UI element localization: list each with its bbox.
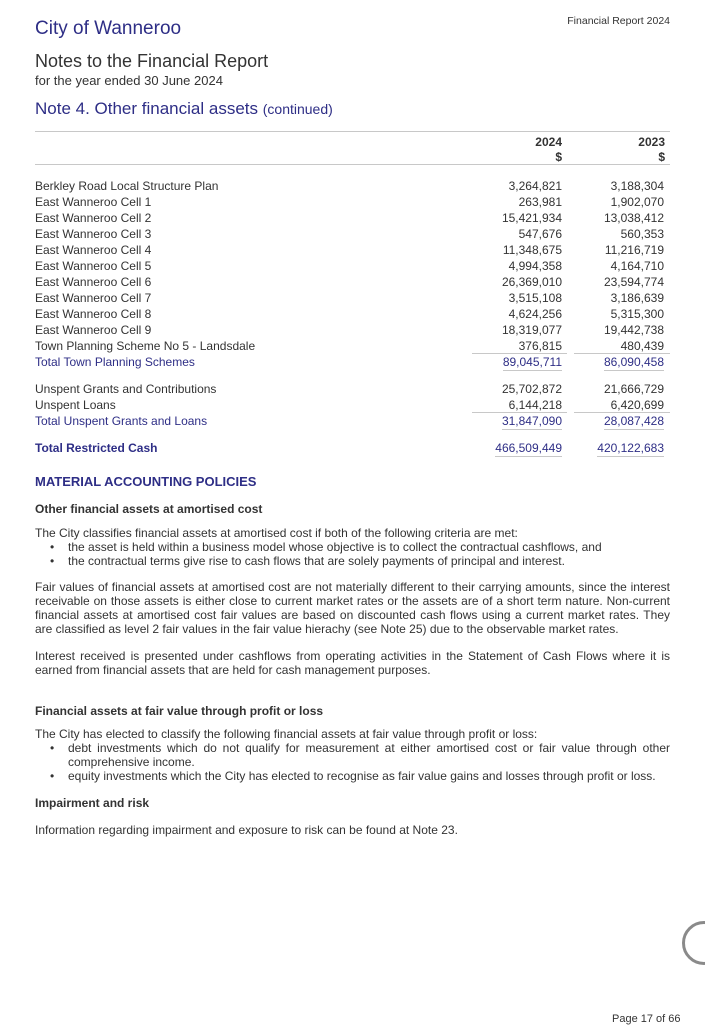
fvtpl-heading: Financial assets at fair value through profit or loss bbox=[35, 704, 324, 718]
value-2023: 1,902,070 bbox=[610, 195, 664, 209]
subtotal-rule-2024 bbox=[472, 412, 567, 413]
value-2024: 376,815 bbox=[518, 339, 562, 353]
value-2024: 6,144,218 bbox=[508, 398, 562, 412]
value-2023: 3,186,639 bbox=[610, 291, 664, 305]
table-row bbox=[35, 243, 670, 259]
note-heading bbox=[35, 99, 333, 119]
table-row bbox=[35, 259, 670, 275]
value-2023: 5,315,300 bbox=[610, 307, 664, 321]
value-2023: 21,666,729 bbox=[603, 382, 664, 396]
value-2024: 89,045,711 bbox=[502, 355, 562, 369]
value-2023: 6,420,699 bbox=[610, 398, 664, 412]
value-2024: 466,509,449 bbox=[495, 441, 562, 455]
subtotal-row bbox=[35, 355, 670, 371]
row-label: Unspent Loans bbox=[35, 398, 116, 412]
value-2024: 4,994,358 bbox=[508, 259, 562, 273]
row-label: East Wanneroo Cell 2 bbox=[35, 211, 152, 225]
policies-heading: MATERIAL ACCOUNTING POLICIES bbox=[35, 474, 257, 489]
amortised-intro: The City classifies financial assets at amortised cost if both of the following criteria are met: bbox=[35, 526, 518, 540]
row-label: East Wanneroo Cell 6 bbox=[35, 275, 152, 289]
value-2024: 3,515,108 bbox=[508, 291, 562, 305]
table-row bbox=[35, 291, 670, 307]
value-2023: 4,164,710 bbox=[610, 259, 664, 273]
bullet-glyph: • bbox=[50, 554, 55, 568]
row-label: East Wanneroo Cell 8 bbox=[35, 307, 152, 321]
table-row bbox=[35, 211, 670, 227]
column-2023-year: 2023 bbox=[638, 135, 665, 149]
row-label: Town Planning Scheme No 5 - Landsdale bbox=[35, 339, 256, 353]
column-2023-unit: $ bbox=[658, 150, 665, 164]
interest-paragraph: Interest received is presented under cashflows from operating activities in the Statement of Cash Flows where it is earned from financial assets that are held for cash management purposes. bbox=[35, 649, 670, 677]
column-2024-year: 2024 bbox=[535, 135, 562, 149]
row-label: East Wanneroo Cell 9 bbox=[35, 323, 152, 337]
row-label: Unspent Grants and Contributions bbox=[35, 382, 217, 396]
bullet-glyph: • bbox=[50, 540, 55, 554]
value-2023: 11,216,719 bbox=[604, 243, 664, 257]
value-2024: 18,319,077 bbox=[501, 323, 562, 337]
value-2024: 4,624,256 bbox=[508, 307, 562, 321]
value-2024: 15,421,934 bbox=[501, 211, 562, 225]
report-tag: Financial Report 2024 bbox=[567, 15, 670, 27]
value-2023: 480,439 bbox=[620, 339, 664, 353]
page-subtitle: for the year ended 30 June 2024 bbox=[35, 73, 223, 88]
table-row bbox=[35, 227, 670, 243]
value-2024: 3,264,821 bbox=[508, 179, 562, 193]
bullet-text: equity investments which the City has elected to recognise as fair value gains and losses through profit or loss. bbox=[68, 769, 656, 783]
bullet-text: the asset is held within a business model whose objective is to collect the contractual cashflows, and bbox=[68, 540, 602, 554]
value-2023: 86,090,458 bbox=[603, 355, 664, 369]
row-label: Berkley Road Local Structure Plan bbox=[35, 179, 219, 193]
table-top-rule bbox=[35, 131, 670, 132]
fair-values-paragraph: Fair values of financial assets at amortised cost are not materially different to their carrying amounts, since the interest receivable on those assets is either close to current market rates or the assets are of a short term nature. Non-current financial assets at amortised cost fair values are based on discounted cash flows using a current market rates. They are classified as level 2 fair values in the fair value hierachy (see Note 25) due to the observable market rates. bbox=[35, 580, 670, 636]
subtotal-rule-2023 bbox=[574, 412, 670, 413]
value-2023: 28,087,428 bbox=[603, 414, 664, 428]
organisation-name: City of Wanneroo bbox=[35, 18, 182, 39]
table-row bbox=[35, 382, 670, 398]
seal-icon bbox=[682, 921, 705, 965]
page-title: Notes to the Financial Report bbox=[35, 51, 269, 71]
table-row bbox=[35, 275, 670, 291]
page-number: Page 17 of 66 bbox=[612, 1013, 681, 1025]
subtotal-row bbox=[35, 414, 670, 430]
table-row bbox=[35, 307, 670, 323]
note-continued: (continued) bbox=[262, 101, 333, 117]
table-row bbox=[35, 323, 670, 339]
impairment-heading: Impairment and risk bbox=[35, 796, 150, 810]
value-2023: 560,353 bbox=[620, 227, 664, 241]
value-2024: 31,847,090 bbox=[501, 414, 562, 428]
subtotal-rule-2023 bbox=[574, 353, 670, 354]
bullet-glyph: • bbox=[50, 741, 55, 755]
row-label: Total Restricted Cash bbox=[35, 441, 158, 455]
value-2024: 25,702,872 bbox=[501, 382, 562, 396]
impairment-paragraph: Information regarding impairment and exposure to risk can be found at Note 23. bbox=[35, 823, 458, 837]
bullet-text: the contractual terms give rise to cash flows that are solely payments of principal and interest. bbox=[68, 554, 565, 568]
grand-total-row bbox=[35, 441, 670, 457]
value-2024: 263,981 bbox=[518, 195, 562, 209]
amortised-heading: Other financial assets at amortised cost bbox=[35, 502, 263, 516]
row-label: East Wanneroo Cell 1 bbox=[35, 195, 152, 209]
value-2024: 11,348,675 bbox=[502, 243, 562, 257]
column-2024-unit: $ bbox=[555, 150, 562, 164]
value-2023: 23,594,774 bbox=[603, 275, 664, 289]
bullet-glyph: • bbox=[50, 769, 55, 783]
value-2023: 420,122,683 bbox=[597, 441, 664, 455]
row-label: Total Town Planning Schemes bbox=[35, 355, 195, 369]
bullet-text: debt investments which do not qualify for measurement at either amortised cost or fair value through other comprehensive income. bbox=[68, 741, 670, 769]
row-label: East Wanneroo Cell 3 bbox=[35, 227, 152, 241]
row-label: East Wanneroo Cell 7 bbox=[35, 291, 152, 305]
value-2024: 547,676 bbox=[518, 227, 562, 241]
row-label: East Wanneroo Cell 5 bbox=[35, 259, 152, 273]
fvtpl-intro: The City has elected to classify the following financial assets at fair value through profit or loss: bbox=[35, 727, 538, 741]
table-header-rule bbox=[35, 164, 670, 165]
note-title: Note 4. Other financial assets bbox=[35, 99, 259, 118]
row-label: East Wanneroo Cell 4 bbox=[35, 243, 152, 257]
table-row bbox=[35, 195, 670, 211]
subtotal-rule-2024 bbox=[472, 353, 567, 354]
value-2024: 26,369,010 bbox=[501, 275, 562, 289]
value-2023: 3,188,304 bbox=[610, 179, 664, 193]
value-2023: 19,442,738 bbox=[603, 323, 664, 337]
table-row bbox=[35, 179, 670, 195]
row-label: Total Unspent Grants and Loans bbox=[35, 414, 208, 428]
value-2023: 13,038,412 bbox=[603, 211, 664, 225]
